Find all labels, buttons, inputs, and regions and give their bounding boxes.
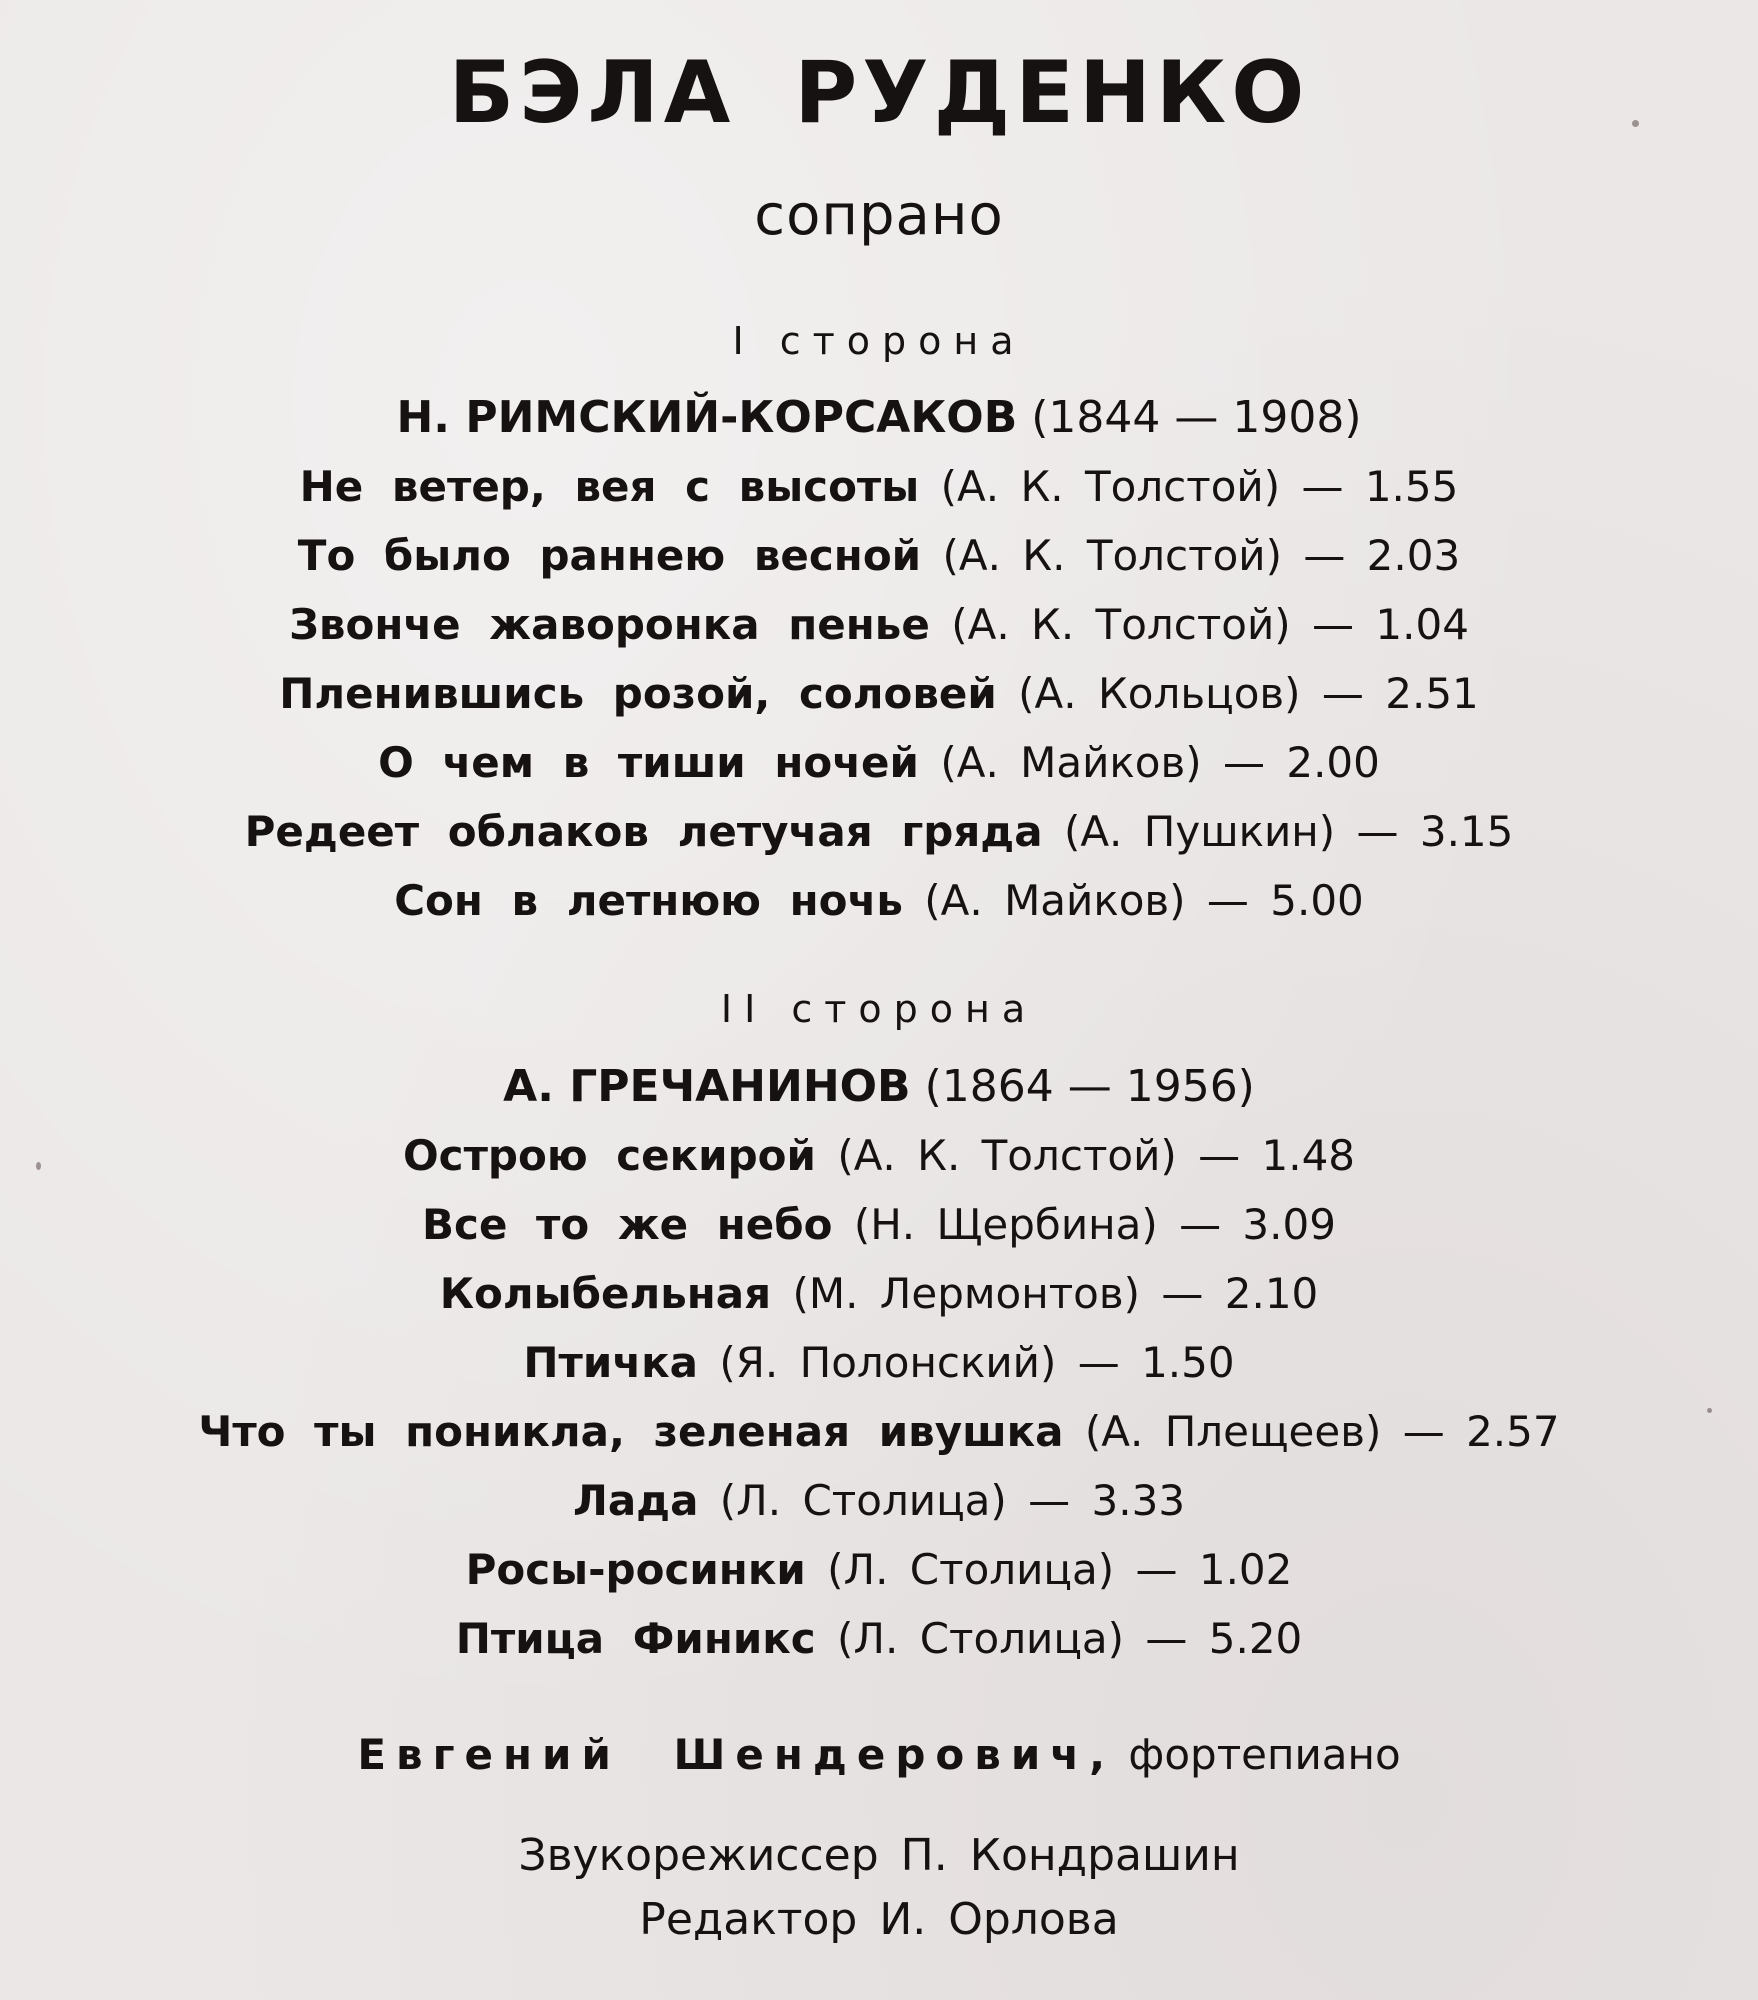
track-duration: — 1.50 [1077,1338,1235,1387]
composer-name: А. ГРЕЧАНИНОВ [503,1061,911,1112]
track-duration: — 3.15 [1356,807,1514,856]
artist-name: БЭЛА РУДЕНКО [448,43,1310,143]
track-poet: (Л. Столица) [837,1614,1125,1663]
track-row [0,1269,1758,1318]
track-poet: (А. Майков) [924,876,1186,925]
track-row [0,1200,1758,1249]
voice-type: сопрано [754,183,1004,248]
track-duration: — 1.02 [1135,1545,1293,1594]
track-title: Не ветер, вея с высоты [299,462,920,511]
composer-years: (1844 — 1908) [1031,392,1362,443]
track-title: Росы-росинки [465,1545,806,1594]
track-duration: — 2.57 [1402,1407,1560,1456]
track-title: Редеет облаков летучая гряда [244,807,1043,856]
sound-engineer-credit: Звукорежиссер П. Кондрашин [518,1830,1240,1881]
track-title: Птица Финикс [455,1614,816,1663]
track-poet: (А. К. Толстой) [951,600,1291,649]
track-poet: (А. К. Толстой) [837,1131,1177,1180]
track-row [0,1614,1758,1663]
track-poet: (А. К. Толстой) [942,531,1282,580]
performer-name: Евгений Шендерович, [357,1730,1116,1779]
performer-line [0,1730,1758,1779]
side-2-composer [0,1061,1758,1112]
track-title: Колыбельная [439,1269,772,1318]
track-duration: — 1.48 [1198,1131,1356,1180]
track-duration: — 2.51 [1321,669,1479,718]
track-poet: (А. Плещеев) [1084,1407,1382,1456]
track-row [0,1476,1758,1525]
track-title: Лада [572,1476,699,1525]
track-row [0,600,1758,649]
track-title: Пленившись розой, соловей [279,669,997,718]
track-duration: — 3.33 [1028,1476,1186,1525]
paper-speck [1707,1408,1712,1413]
track-row [0,462,1758,511]
track-poet: (А. Майков) [940,738,1202,787]
track-title: Звонче жаворонка пенье [289,600,930,649]
track-poet: (Л. Столица) [719,1476,1007,1525]
track-poet: (Н. Щербина) [853,1200,1158,1249]
track-poet: (А. Кольцов) [1018,669,1301,718]
track-row [0,738,1758,787]
track-poet: (М. Лермонтов) [792,1269,1141,1318]
composer-years: (1864 — 1956) [924,1061,1255,1112]
performer-instrument: фортепиано [1128,1730,1401,1779]
track-duration: — 2.00 [1223,738,1380,787]
track-row [0,876,1758,925]
side-1-label: I сторона [732,319,1026,363]
track-duration: — 1.04 [1312,600,1469,649]
track-duration: — 3.09 [1179,1200,1336,1249]
track-duration: — 5.20 [1145,1614,1303,1663]
track-row [0,669,1758,718]
track-row [0,1545,1758,1594]
track-poet: (Я. Полонский) [719,1338,1057,1387]
track-poet: (Л. Столица) [827,1545,1115,1594]
track-title: Все то же небо [422,1200,833,1249]
track-title: То было раннею весной [297,531,922,580]
track-duration: — 5.00 [1206,876,1364,925]
track-row [0,531,1758,580]
track-duration: — 1.55 [1301,462,1459,511]
track-poet: (А. Пушкин) [1063,807,1336,856]
track-row [0,1338,1758,1387]
paper-speck [1632,120,1639,127]
track-title: Сон в летнюю ночь [394,876,903,925]
editor-credit: Редактор И. Орлова [639,1894,1119,1945]
side-1-composer [0,392,1758,443]
composer-name: Н. РИМСКИЙ-КОРСАКОВ [396,392,1018,443]
track-title: Острою секирой [402,1131,816,1180]
track-row [0,1407,1758,1456]
track-duration: — 2.03 [1303,531,1461,580]
track-title: О чем в тиши ночей [378,738,919,787]
track-title: Что ты поникла, зеленая ивушка [198,1407,1064,1456]
track-duration: — 2.10 [1161,1269,1319,1318]
paper-speck [36,1162,41,1170]
track-poet: (А. К. Толстой) [940,462,1281,511]
side-2-label: II сторона [720,987,1038,1031]
track-row [0,1131,1758,1180]
track-row [0,807,1758,856]
track-title: Птичка [523,1338,698,1387]
